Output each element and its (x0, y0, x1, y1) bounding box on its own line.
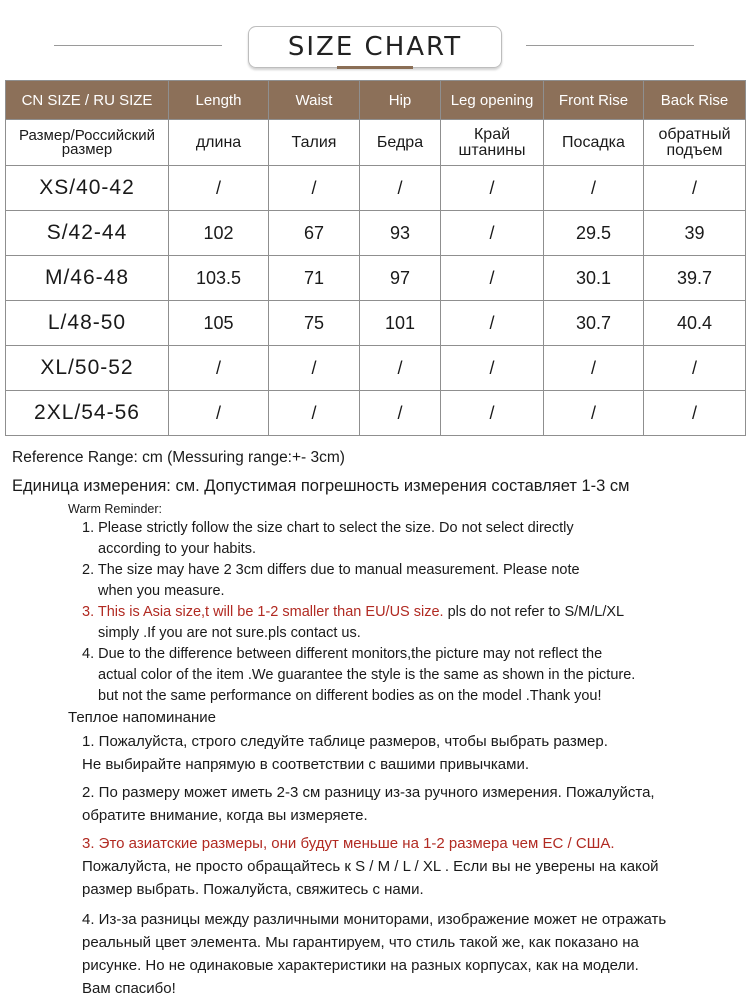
table-cell: / (441, 211, 544, 256)
reminder-line: реальный цвет элемента. Мы гарантируем, что стиль такой же, как показано на (82, 934, 639, 951)
table-cell: / (169, 391, 269, 436)
table-cell: / (169, 166, 269, 211)
table-cell: 39.7 (644, 256, 746, 301)
table-row (6, 211, 746, 256)
reminder-line (82, 602, 702, 623)
table-header-ru (6, 120, 746, 166)
reminder-line: simply .If you are not sure.pls contact us. (98, 625, 361, 641)
header-cell: CN SIZE / RU SIZE (6, 81, 169, 120)
table-cell: 29.5 (544, 211, 644, 256)
table-cell: 102 (169, 211, 269, 256)
reminder-line: 4. Из-за разницы между различными мониторами, изображение может не отражать (82, 911, 667, 928)
header-cell: Back Rise (644, 81, 746, 120)
size-cell: XL/50-52 (6, 346, 169, 391)
reminder-line: 4. Due to the difference between different monitors,the picture may not reflect the (82, 646, 603, 662)
reminder-line: according to your habits. (98, 541, 256, 557)
header-cell: Hip (360, 81, 441, 120)
table-cell: / (441, 256, 544, 301)
warm-reminder-title: Warm Reminder: (68, 502, 162, 516)
title-divider-left (54, 45, 222, 46)
header-cell-ru: Посадка (544, 120, 644, 166)
reference-range-ru: Единица измерения: см. Допустимая погрешность измерения составляет 1-3 см (12, 477, 630, 495)
table-cell: 101 (360, 301, 441, 346)
table-cell: 71 (269, 256, 360, 301)
table-cell: / (644, 166, 746, 211)
table-cell: / (360, 391, 441, 436)
table-cell: / (360, 166, 441, 211)
table-cell: 39 (644, 211, 746, 256)
table-cell: / (441, 391, 544, 436)
table-cell: 93 (360, 211, 441, 256)
title-divider-right (526, 45, 694, 46)
table-cell: 103.5 (169, 256, 269, 301)
table-cell: / (441, 346, 544, 391)
table-cell: / (269, 166, 360, 211)
header-cell-ru: Талия (269, 120, 360, 166)
table-cell: / (169, 346, 269, 391)
reminder-line: 1. Please strictly follow the size chart to select the size. Do not select directly (82, 520, 574, 536)
size-table (5, 80, 746, 436)
reminder-warning: 3. Это азиатские размеры, они будут меньше на 1-2 размера чем ЕС / США. (82, 835, 615, 852)
reminder-line: 2. По размеру может иметь 2-3 см разницу из-за ручного измерения. Пожалуйста, (82, 784, 655, 801)
size-cell: XS/40-42 (6, 166, 169, 211)
reference-range-en: Reference Range: cm (Messuring range:+- 3cm) (12, 449, 345, 466)
reminder-ru-item1 (82, 730, 722, 776)
header-cell: Leg opening (441, 81, 544, 120)
header-cell: Length (169, 81, 269, 120)
reminder-ru-item4 (82, 908, 722, 1000)
page-title: SIZE CHART (248, 26, 502, 68)
reminder-line: but not the same performance on different bodies as on the model .Thank you! (98, 688, 602, 704)
header-cell-ru: обратный подъем (644, 120, 746, 166)
header-cell: Waist (269, 81, 360, 120)
table-cell: / (269, 391, 360, 436)
table-header-en (6, 81, 746, 120)
size-chart-header (0, 0, 750, 80)
table-cell: 97 (360, 256, 441, 301)
table-row (6, 391, 746, 436)
header-cell-ru: Бедра (360, 120, 441, 166)
table-cell: / (644, 346, 746, 391)
warm-reminder-list-en (82, 518, 702, 707)
table-row (6, 301, 746, 346)
table-cell: / (544, 166, 644, 211)
reminder-warning: 3. This is Asia size,t will be 1-2 smaller than EU/US size. (82, 604, 444, 620)
table-row (6, 346, 746, 391)
table-cell: / (360, 346, 441, 391)
size-cell: 2XL/54-56 (6, 391, 169, 436)
table-cell: / (544, 346, 644, 391)
header-cell-ru: длина (169, 120, 269, 166)
header-cell: Front Rise (544, 81, 644, 120)
reminder-line: when you measure. (98, 583, 225, 599)
table-cell: 67 (269, 211, 360, 256)
reminder-line: размер выбрать. Пожалуйста, свяжитесь с нами. (82, 881, 424, 898)
table-cell: / (441, 301, 544, 346)
reminder-line: 2. The size may have 2 3cm differs due to manual measurement. Please note (82, 562, 580, 578)
reminder-line: actual color of the item .We guarantee the style is the same as shown in the picture. (98, 667, 636, 683)
table-cell: / (544, 391, 644, 436)
reminder-line: Не выбирайте напрямую в соответствии с вашими привычками. (82, 756, 530, 773)
title-accent-bar (337, 66, 413, 69)
table-cell: / (644, 391, 746, 436)
warm-reminder-title-ru: Теплое напоминание (68, 709, 216, 726)
reminder-text: pls do not refer to S/M/L/XL (443, 604, 625, 620)
table-cell: 30.1 (544, 256, 644, 301)
table-row (6, 166, 746, 211)
table-cell: 40.4 (644, 301, 746, 346)
reminder-line: Вам спасибо! (82, 980, 176, 997)
table-cell: / (441, 166, 544, 211)
table-cell: 30.7 (544, 301, 644, 346)
size-cell: L/48-50 (6, 301, 169, 346)
reminder-ru-item3 (82, 832, 722, 901)
header-cell-ru: Размер/Российский размер (6, 120, 169, 166)
reminder-ru-item2 (82, 781, 722, 827)
reminder-line: рисунке. Но не одинаковые характеристики на разных корпусах, как на модели. (82, 957, 639, 974)
table-cell: 75 (269, 301, 360, 346)
table-cell: 105 (169, 301, 269, 346)
size-cell: S/42-44 (6, 211, 169, 256)
header-cell-ru: Край штанины (441, 120, 544, 166)
reminder-line: Пожалуйста, не просто обращайтесь к S / M / L / XL . Если вы не уверены на какой (82, 858, 659, 875)
reminder-line: 1. Пожалуйста, строго следуйте таблице размеров, чтобы выбрать размер. (82, 733, 608, 750)
table-cell: / (269, 346, 360, 391)
table-row (6, 256, 746, 301)
size-cell: M/46-48 (6, 256, 169, 301)
reminder-line: обратите внимание, когда вы измеряете. (82, 807, 368, 824)
